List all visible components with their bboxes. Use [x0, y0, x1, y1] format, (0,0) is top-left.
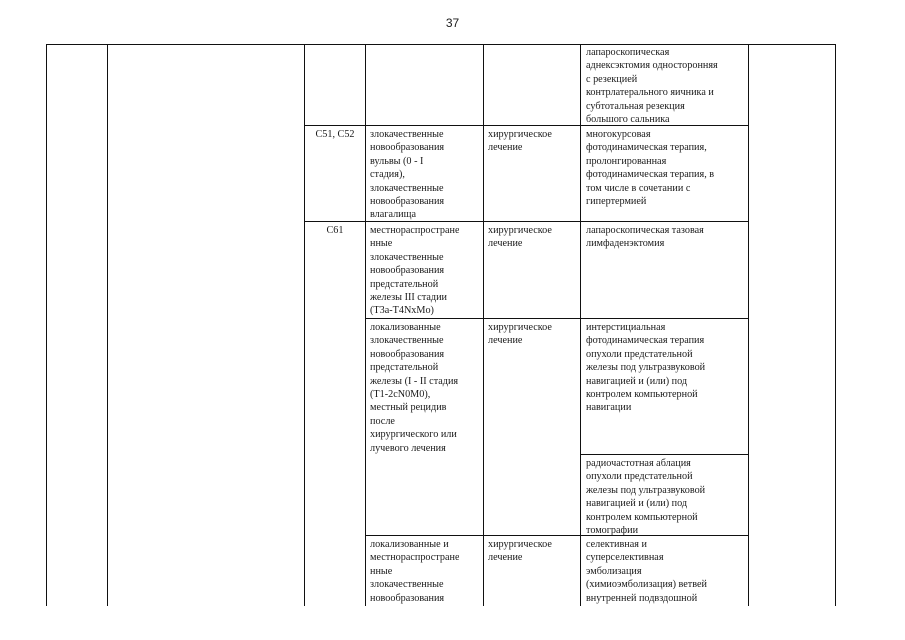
grid-line — [107, 44, 108, 606]
method-cell: радиочастотная аблация опухоли предстательной железы под ультразвуковой навигацией и (или) под контролем компьютерной томографии — [586, 458, 706, 537]
method-cell: многокурсовая фотодинамическая терапия, пролонгированная фотодинамическая терапия, в том числе в сочетании с гипертермией — [586, 129, 715, 208]
grid-line — [46, 44, 47, 606]
grid-line — [304, 44, 305, 606]
diagnosis-cell: локализованные и местнораспростране нные злокачественные новообразования — [370, 539, 460, 604]
grid-line — [46, 44, 836, 45]
grid-line — [580, 454, 748, 455]
diagnosis-cell: злокачественные новообразования вульвы (0 - I стадия), злокачественные новообразования влагалища — [370, 129, 445, 221]
medical-care-table — [46, 44, 836, 606]
method-cell: селективная и суперселективная эмболизация (химиоэмболизация) ветвей внутренней подвздошной — [586, 539, 707, 604]
treatment-type-cell: хирургическое лечение — [488, 539, 552, 564]
diagnosis-cell: локализованные злокачественные новообразования предстательной железы (I - II стадия (T1-2cN0M0), местный рецидив после хирургического или лучевого лечения — [370, 322, 459, 454]
grid-line — [365, 44, 366, 606]
method-cell: лапароскопическая тазовая лимфаденэктомия — [586, 225, 704, 250]
method-cell: интерстициальная фотодинамическая терапия опухоли предстательной железы под ультразвуковой навигацией и (или) под контролем компьютерной навигации — [586, 322, 706, 414]
grid-line — [835, 44, 836, 606]
diagnosis-cell: местнораспростране нные злокачественные новообразования предстательной железы III стадии (T3a-T4NxMo) — [370, 225, 460, 317]
code-cell: C61 — [326, 225, 344, 236]
grid-line — [483, 44, 484, 606]
grid-line — [748, 44, 749, 606]
grid-line — [580, 44, 581, 606]
treatment-type-cell: хирургическое лечение — [488, 322, 552, 347]
treatment-type-cell: хирургическое лечение — [488, 129, 552, 154]
method-cell: лапароскопическая аднексэктомия односторонняя с резекцией контрлатерального яичника и субтотальная резекция большого сальника — [586, 47, 718, 126]
treatment-type-cell: хирургическое лечение — [488, 225, 552, 250]
page-number: 37 — [445, 16, 460, 30]
grid-line — [365, 318, 748, 319]
code-cell: C51, C52 — [315, 129, 355, 140]
